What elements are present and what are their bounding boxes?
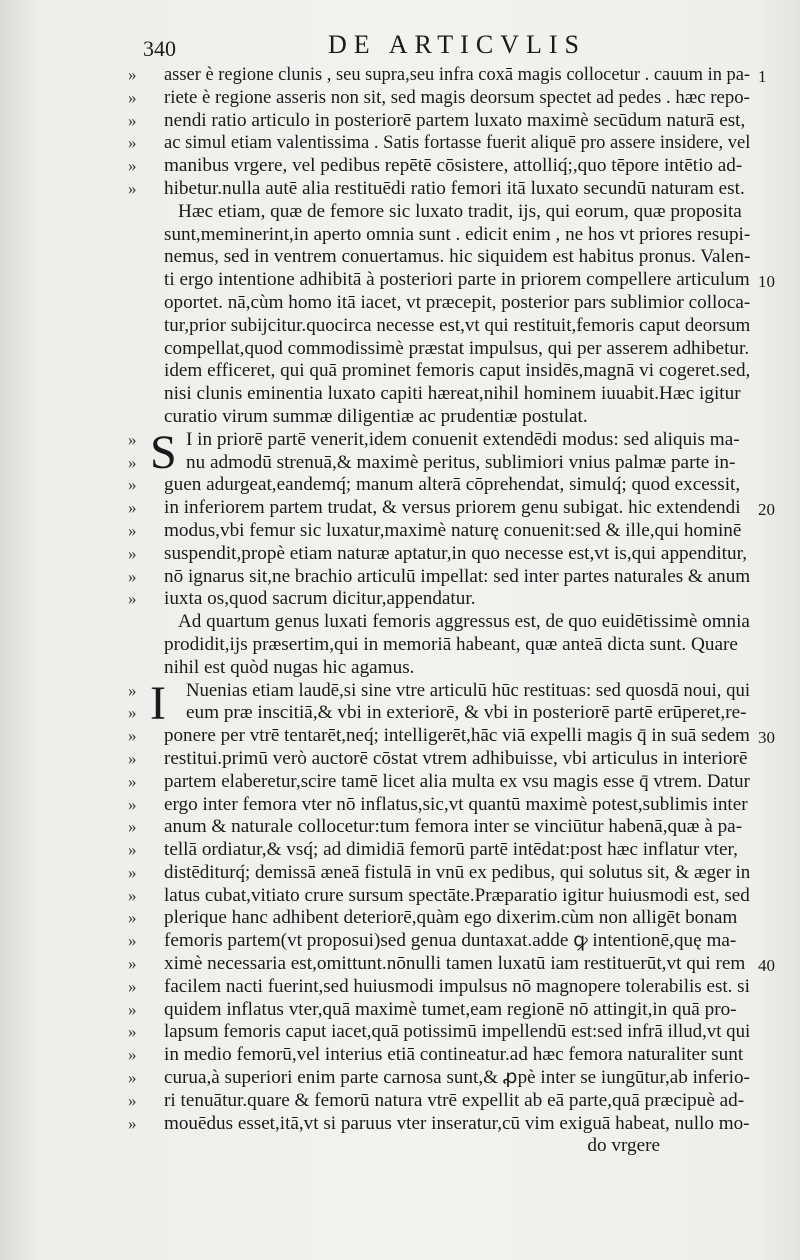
- line-text: riete è regione asseris non sit, sed magis deorsum spectet ad pedes . hæc repo-: [164, 86, 750, 108]
- line-text: quidem inflatus vter,quā maximè tumet,eam regionē nō attingit,in quā pro-: [164, 998, 737, 1020]
- text-line: [110, 87, 770, 110]
- line-text: in inferiorem partem trudat, & versus priorem genu subigat. hic extendendi: [164, 497, 741, 519]
- text-line: [110, 520, 770, 543]
- page-number: 340: [143, 36, 176, 61]
- text-line: [110, 634, 770, 657]
- line-text: hibetur.nulla autē alia restituēdi ratio femori itā luxato secundū naturam est.: [164, 177, 745, 199]
- quotation-marker: »: [128, 748, 137, 768]
- page-header: [0, 30, 800, 62]
- text-line: [110, 816, 770, 839]
- line-text: in medio femorū,vel interius etiā contineatur.ad hæc femora naturaliter sunt: [164, 1044, 744, 1066]
- drop-initial: S: [150, 425, 177, 479]
- quotation-marker: »: [128, 908, 137, 928]
- line-text: partem elaberetur,scire tamē licet alia multa ex vsu magis esse q̄ vtrem. Datur: [164, 770, 750, 792]
- text-line: [110, 406, 770, 429]
- text-line: [110, 64, 770, 87]
- quotation-marker: »: [128, 87, 137, 107]
- line-text: oportet. nā,cùm homo itā iacet, vt præcepit, posterior pars sublimior colloca-: [164, 291, 751, 313]
- quotation-marker: »: [128, 1113, 137, 1133]
- text-line: [110, 497, 775, 520]
- quotation-marker: »: [128, 452, 137, 472]
- line-text: nendi ratio articulo in posteriorē partem luxato maximè secūdum naturā est,: [164, 109, 746, 131]
- line-text: sunt,meminerint,in aperto omnia sunt . edicit enim , ne hos vt priores resupi-: [164, 223, 751, 245]
- text-line: [110, 862, 770, 885]
- text-line: [110, 201, 770, 224]
- line-text: anum & naturale collocetur:tum femora inter se vinciūtur habenā,quæ à pa-: [164, 816, 743, 838]
- line-text: curua,à superiori enim parte carnosa sunt,& ꝓpè inter se iungūtur,ab inferio-: [164, 1067, 750, 1089]
- line-text: nisi clunis eminentia luxato capiti hæreat,nihil hominem iuuabit.Hæc igitur: [164, 383, 741, 405]
- line-text: asser è regione clunis , seu supra,seu infra coxā magis collocetur . cauum in pa-: [164, 64, 751, 85]
- text-line: [110, 748, 770, 771]
- line-text: Nuenias etiam laudē,si sine vtre articulū hūc restituas: sed quosdā noui, qui: [186, 679, 751, 701]
- quotation-marker: »: [128, 1022, 137, 1042]
- line-text: ergo inter femora vter nō inflatus,sic,vt quantū maximè potest,sublimis inter: [164, 793, 748, 815]
- quotation-marker: »: [128, 931, 137, 951]
- quotation-marker: »: [128, 1045, 137, 1065]
- text-line: [110, 1113, 770, 1136]
- quotation-marker: »: [128, 133, 137, 153]
- text-line: [110, 976, 770, 999]
- line-text: modus,vbi femur sic luxatur,maximè naturę conuenit:sed & ille,qui hominē: [164, 519, 742, 541]
- quotation-marker: »: [128, 817, 137, 837]
- margin-line-number: 40: [758, 956, 775, 976]
- line-text: ti ergo intentione adhibitā à posteriori parte in priorem compellere articulum: [164, 269, 750, 291]
- line-text: idem efficeret, qui quā prominet femoris caput insidēs,magnā vi cogeret.sed,: [164, 360, 751, 382]
- margin-line-number: 1: [758, 67, 767, 86]
- line-text: ac simul etiam valentissima . Satis fortasse fuerit aliquē pro assere insidere, vel: [164, 132, 751, 154]
- text-line: [110, 360, 770, 383]
- text-line: [110, 588, 770, 611]
- line-text: facilem nacti fuerint,sed huiusmodi impulsus nō magnopere tolerabilis est. si: [164, 975, 750, 997]
- line-text: mouēdus esset,itā,vt si paruus vter inseratur,cū vim exiguā habeat, nullo mo-: [164, 1112, 750, 1134]
- quotation-marker: »: [128, 771, 137, 791]
- quotation-marker: »: [128, 726, 137, 746]
- line-text: latus cubat,vitiato crure sursum spectāte.Præparatio igitur huiusmodi est, sed: [164, 884, 750, 906]
- text-line: [110, 907, 770, 930]
- text-line: [110, 110, 770, 133]
- text-line: [110, 953, 775, 976]
- text-line: [110, 657, 770, 680]
- quotation-marker: »: [128, 110, 137, 130]
- quotation-marker: »: [128, 840, 137, 860]
- text-line: [110, 1135, 770, 1158]
- quotation-marker: »: [128, 680, 137, 700]
- line-text: do vrgere: [587, 1135, 660, 1157]
- text-line: [110, 725, 775, 748]
- line-text: nemus, sed in ventrem conuertamus. hic siquidem est habitus pronus. Valen-: [164, 246, 751, 268]
- text-body: [110, 64, 775, 1158]
- text-line: [110, 1090, 770, 1113]
- margin-line-number: 30: [758, 728, 775, 748]
- line-text: ponere per vtrē tentarēt,neq́; intelligerēt,hāc viā expelli magis q̄ in suā sedem: [164, 725, 750, 747]
- running-head: DE ARTICVLIS: [328, 30, 586, 59]
- margin-line-number: 20: [758, 500, 775, 520]
- text-line: [110, 155, 770, 178]
- line-text: tur,prior subijcitur.quocirca necesse est,vt qui restituit,femoris caput deorsum: [164, 314, 751, 336]
- line-text: ri tenuātur.quare & femorū natura vtrē expellit ab eā parte,quā præcipuè ad-: [164, 1089, 745, 1111]
- line-text: guen adurgeat,eandemq́; manum alterā cōprehendat, simulq́; quod excessit,: [164, 474, 741, 496]
- line-text: Ad quartum genus luxati femoris aggressus est, de quo euidētissimè omnia: [178, 611, 750, 633]
- line-text: suspendit,propè etiam naturæ aptatur,in quo necesse est,vt is,qui appenditur,: [164, 542, 748, 564]
- line-text: nihil est quòd nugas hic agamus.: [164, 656, 415, 678]
- line-text: lapsum femoris caput iacet,quā potissimū impellendū est:sed infrā illud,vt qui: [164, 1021, 751, 1043]
- text-line: [110, 315, 770, 338]
- text-line: [110, 338, 770, 361]
- quotation-marker: »: [128, 589, 137, 609]
- quotation-marker: »: [128, 703, 137, 723]
- text-line: [110, 1044, 770, 1067]
- line-text: Hæc etiam, quæ de femore sic luxato tradit, ijs, qui eorum, quæ proposita: [178, 200, 742, 222]
- quotation-marker: »: [128, 498, 137, 518]
- line-text: iuxta os,quod sacrum dicitur,appendatur.: [164, 588, 476, 610]
- quotation-marker: »: [128, 1068, 137, 1088]
- line-text: ximè necessaria est,omittunt.nōnulli tamen luxatū iam restituerūt,vt qui rem: [164, 953, 746, 975]
- text-line: [110, 224, 770, 247]
- text-line: [110, 999, 770, 1022]
- quotation-marker: »: [128, 862, 137, 882]
- line-text: tellā ordiatur,& vsq́; ad dimidiā femorū partē intēdat:post hæc inflatur vter,: [164, 839, 738, 861]
- text-line: [110, 794, 770, 817]
- line-text: eum præ inscitiā,& vbi in exteriorē, & vbi in posteriorē partē erūperet,re-: [186, 702, 747, 724]
- quotation-marker: »: [128, 429, 137, 449]
- text-line: [110, 269, 775, 292]
- text-line: [110, 771, 770, 794]
- text-line: [110, 930, 770, 953]
- line-text: prodidit,ijs præsertim,qui in memoriā habeant, quæ anteā dicta sunt. Quare: [164, 633, 738, 655]
- drop-initial: I: [150, 676, 166, 730]
- text-line: [110, 885, 770, 908]
- text-line: [110, 474, 770, 497]
- text-line: [110, 1021, 770, 1044]
- text-line: [110, 566, 770, 589]
- quotation-marker: »: [128, 520, 137, 540]
- line-text: restitui.primū verò auctorē cōstat vtrem adhibuisse, vbi articulus in interiorē: [164, 747, 748, 769]
- quotation-marker: »: [128, 566, 137, 586]
- line-text: nō ignarus sit,ne brachio articulū impellat: sed inter partes naturales & anum: [164, 565, 751, 587]
- line-text: I in priorē partē venerit,idem conuenit extendēdi modus: sed aliquis ma-: [186, 428, 740, 450]
- text-line: [110, 543, 770, 566]
- quotation-marker: »: [128, 954, 137, 974]
- quotation-marker: »: [128, 178, 137, 198]
- text-line: [110, 246, 770, 269]
- quotation-marker: »: [128, 885, 137, 905]
- text-line: [110, 611, 770, 634]
- text-line: [110, 839, 770, 862]
- quotation-marker: »: [128, 543, 137, 563]
- text-line: [110, 1067, 770, 1090]
- quotation-marker: »: [128, 65, 137, 84]
- text-line: [110, 383, 770, 406]
- quotation-marker: »: [128, 156, 137, 176]
- quotation-marker: »: [128, 1090, 137, 1110]
- quotation-marker: »: [128, 794, 137, 814]
- line-text: distēditurq́; demissā æneā fistulā in vnū ex pedibus, qui solutus sit, & æger in: [164, 861, 751, 883]
- text-line: [110, 702, 770, 725]
- line-text: compellat,quod commodissimè præstat impulsus, qui per asserem adhibetur.: [164, 337, 750, 359]
- line-text: manibus vrgere, vel pedibus repētē cōsistere, attolliq́;,quo tēpore intētio ad-: [164, 155, 743, 177]
- line-text: femoris partem(vt proposui)sed genua duntaxat.adde ꝙ intentionē,quę ma-: [164, 930, 737, 952]
- quotation-marker: »: [128, 475, 137, 495]
- text-line: [110, 178, 770, 201]
- text-line: [110, 452, 770, 475]
- line-text: nu admodū strenuā,& maximè peritus, sublimiori vnius palmæ parte in-: [186, 451, 736, 473]
- text-line: [110, 292, 770, 315]
- text-line: [110, 132, 770, 155]
- line-text: curatio virum summæ diligentiæ ac prudentiæ postulat.: [164, 405, 588, 427]
- line-text: plerique hanc adhibent deteriorē,quàm ego dixerim.cùm non alligēt bonam: [164, 907, 738, 929]
- quotation-marker: »: [128, 999, 137, 1019]
- margin-line-number: 10: [758, 272, 775, 292]
- quotation-marker: »: [128, 976, 137, 996]
